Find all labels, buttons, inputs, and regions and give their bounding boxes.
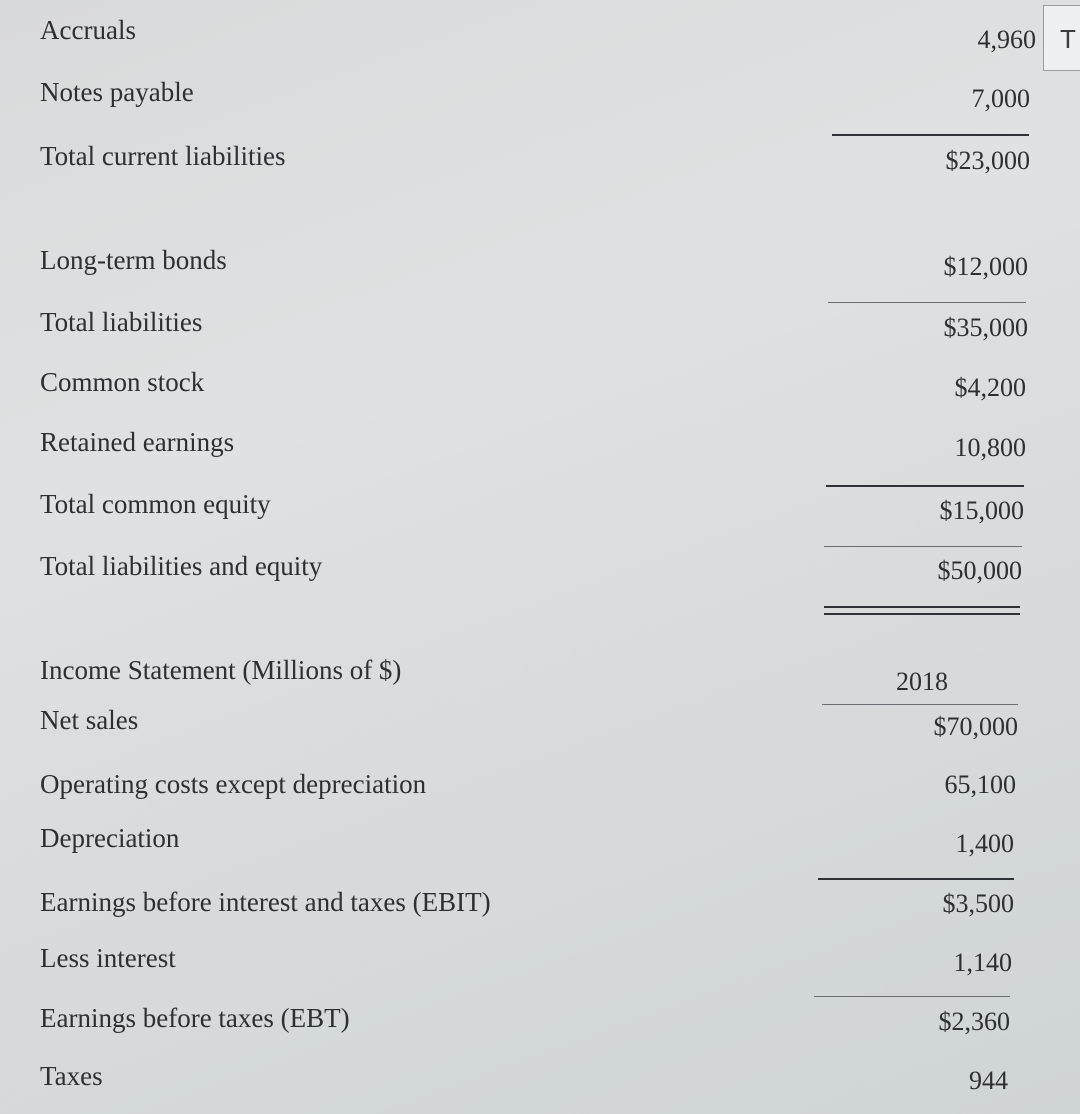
row-label: Earnings before interest and taxes (EBIT) xyxy=(40,887,491,917)
row-value: $2,360 xyxy=(938,1007,1010,1036)
row-value: $15,000 xyxy=(939,496,1024,525)
row-ebit xyxy=(0,886,1080,926)
row-label: Retained earnings xyxy=(40,427,235,457)
row-label: Notes payable xyxy=(40,77,194,107)
row-label: Earnings before taxes (EBT) xyxy=(40,1003,350,1033)
row-notes-payable xyxy=(0,76,1080,116)
row-label: Total liabilities and equity xyxy=(40,551,323,581)
row-value: $12,000 xyxy=(943,252,1028,281)
row-total-liabilities xyxy=(0,306,1080,346)
row-value: 7,000 xyxy=(971,84,1030,113)
row-value: $35,000 xyxy=(943,313,1028,342)
year-column-header: 2018 xyxy=(896,667,948,696)
row-taxes xyxy=(0,1060,1080,1100)
row-value: 65,100 xyxy=(944,770,1016,799)
row-common-stock xyxy=(0,366,1080,406)
row-depreciation xyxy=(0,822,1080,862)
subtotal-rule xyxy=(826,485,1024,487)
row-value: 1,400 xyxy=(955,829,1014,858)
row-label: Less interest xyxy=(40,943,176,973)
subtotal-rule xyxy=(828,302,1026,303)
row-ebt xyxy=(0,1002,1080,1042)
income-statement-header-row xyxy=(0,654,1080,694)
row-net-sales xyxy=(0,704,1080,744)
row-value: $50,000 xyxy=(937,556,1022,585)
row-accruals xyxy=(0,14,1080,54)
subtotal-rule xyxy=(818,878,1014,880)
row-label: Accruals xyxy=(40,15,136,45)
income-statement-title: Income Statement (Millions of $) xyxy=(40,655,402,685)
row-label: Common stock xyxy=(40,367,205,397)
row-label: Total current liabilities xyxy=(40,141,286,171)
row-total-liabilities-and-equity xyxy=(0,550,1080,590)
row-value: 4,960 xyxy=(977,25,1036,54)
row-long-term-bonds xyxy=(0,244,1080,284)
row-total-common-equity xyxy=(0,488,1080,528)
row-label: Net sales xyxy=(40,705,139,735)
row-label: Total common equity xyxy=(40,489,271,519)
row-value: 10,800 xyxy=(954,433,1026,462)
row-retained-earnings xyxy=(0,426,1080,466)
row-operating-costs xyxy=(0,768,1080,808)
row-label: Operating costs except depreciation xyxy=(40,769,427,799)
row-label: Depreciation xyxy=(40,823,180,853)
row-label: Long-term bonds xyxy=(40,245,227,275)
row-value: $4,200 xyxy=(954,373,1026,402)
subtotal-rule xyxy=(824,546,1022,547)
row-total-current-liabilities xyxy=(0,140,1080,180)
subtotal-rule xyxy=(832,134,1029,136)
grand-total-double-rule xyxy=(824,606,1020,615)
row-value: $3,500 xyxy=(942,889,1014,918)
row-value: $70,000 xyxy=(933,712,1018,741)
row-value: 1,140 xyxy=(953,948,1012,977)
row-less-interest xyxy=(0,942,1080,982)
row-value: 944 xyxy=(969,1066,1008,1095)
row-label: Total liabilities xyxy=(40,307,203,337)
row-label: Taxes xyxy=(40,1061,103,1091)
row-value: $23,000 xyxy=(945,146,1030,175)
subtotal-rule xyxy=(814,996,1010,997)
cropped-edge-box-text: T xyxy=(1060,24,1076,54)
